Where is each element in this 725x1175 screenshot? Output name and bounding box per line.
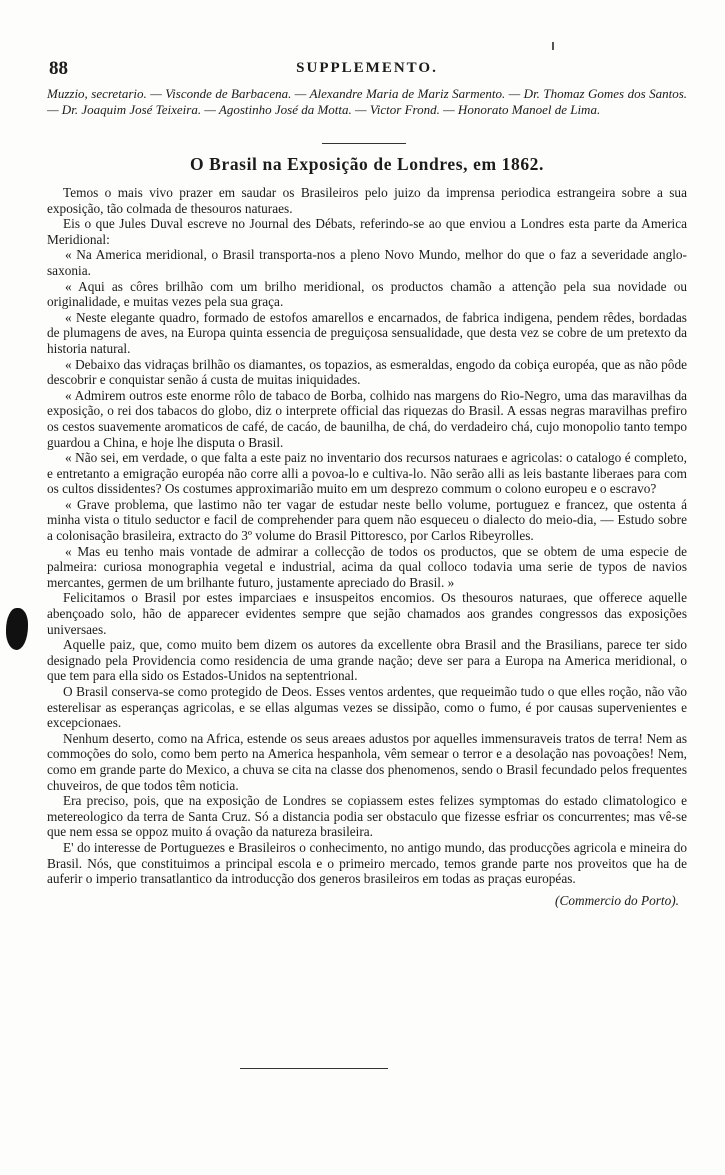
quote-paragraph: « Mas eu tenho mais vontade de admirar a collecção de todos os productos, que se obtem de uma especie de palmeira: curiosa monographia vegetal e industrial, acima da qual colloco todavia uma serie de typos de navios mercantes, germen de um brilhante futuro, justamente apreciado do Brasil. » (47, 543, 687, 590)
paragraph: Aquelle paiz, que, como muito bem dizem os autores da excellente obra Brasil and the Brasilians, parece ter sido designado pela Providencia como residencia de uma grande nação; deve ser para a Europa na America meridional, o que tem para ella sido os Estados-Unidos na septentrional. (47, 637, 687, 684)
quote-paragraph: « Admirem outros este enorme rôlo de tabaco de Borba, colhido nas margens do Rio-Negro, uma das maravilhas da exposição, o rei dos tabacos do globo, diz o interprete official das riquezas do Brasil. A essas negras maravilhas prefiro os cestos suavemente aromaticos de café, de cacáo, de baunilha, de chá, do verdadeiro chá, cujo monopolio tanto tempo guardou a China, e hoje lhe disputa o Brasil. (47, 387, 687, 450)
quote-paragraph: « Na America meridional, o Brasil transporta-nos a pleno Novo Mundo, melhor do que o faz a severidade anglo-saxonia. (47, 247, 687, 278)
quote-paragraph: « Neste elegante quadro, formado de estofos amarellos e encarnados, de fabrica indigena, pendem rêdes, bordadas de plumagens de aves, na Europa quinta essencia de preguiçosa sensualidade, que desta vez se cobre de um pretexto da historia natural. (47, 309, 687, 356)
quote-paragraph: « Grave problema, que lastimo não ter vagar de estudar neste bello volume, portuguez e francez, que ostenta á minha vista o titulo seductor e facil de comprehender para quem não esqueceu o dialecto do meio-dia, — Estudo sobre a colonisação brasileira, extracto do 3º volume do Brasil Pittoresco, por Carlos Ribeyrolles. (47, 496, 687, 544)
quote-paragraph: « Aqui as côres brilhão com um brilho meridional, os productos chamão a attenção pela sua novidade ou originalidade, e muitas vezes pela sua graça. (47, 278, 687, 310)
article-body (47, 185, 687, 908)
paragraph: Temos o mais vivo prazer em saudar os Brasileiros pelo juizo da imprensa periodica estrangeira sobre a sua exposição, tão colmada de thesouros naturaes. (47, 185, 687, 216)
page-number: 88 (49, 58, 68, 79)
quote-paragraph: « Debaixo das vidraças brilhão os diamantes, os topazios, as esmeraldas, engodo da cobiça européa, que as não pôde descobrir e conquistar senão á custa de muitas iniquidades. (47, 356, 687, 388)
ink-blot (6, 608, 28, 650)
section-divider (322, 143, 406, 144)
paragraph: Eis o que Jules Duval escreve no Journal des Débats, referindo-se ao que enviou a Londres esta parte da America Meridional: (47, 216, 687, 247)
article-title: O Brasil na Exposição de Londres, em 1862. (190, 154, 544, 174)
paragraph: E' do interesse de Portuguezes e Brasileiros o conhecimento, no antigo mundo, das producções agricola e mineira do Brasil. Nós, que constituimos a principal escola e o primeiro mercado, temos grande parte nos proveitos que ha de auferir o imperio transatlantico da introducção dos generos brasileiros em todas as praças européas. (47, 839, 687, 887)
quote-paragraph: « Não sei, em verdade, o que falta a este paiz no inventario dos recursos naturaes e agricolas: o catalogo é completo, e entretanto a emigração européa não corre alli a povoa-lo e cultiva-lo. Não serão alli as leis bastante liberaes para com os cultos dissidentes? Os costumes approximarião muito em um desprezo commum o colono europeu e o escravo? (47, 450, 687, 497)
paragraph: Nenhum deserto, como na Africa, estende os seus areaes adustos por aquelles immensuraveis tratos de terra! Nem as commoções do solo, como bem perto na America hespanhola, vêm semear o terror e a desolação nas povoações! Nem, como em grande parte do Mexico, a chuva se cita na classe dos phenomenos, sendo o Brasil fecundado pelos frequentes chuveiros, de que todos têm noticia. (47, 730, 687, 793)
running-title: SUPPLEMENTO. (296, 60, 438, 76)
end-divider (240, 1068, 388, 1069)
paragraph: Felicitamos o Brasil por estes imparciaes e insuspeitos encomios. Os thesouros naturaes, que offerece aquelle abençoado solo, hão de apparecer evidentes sempre que sejão chamados aos grandes congressos das exposições universaes. (47, 590, 687, 637)
paragraph: Era preciso, pois, que na exposição de Londres se copiassem estes felizes symptomas do estado climatologico e metereologico da terra de Santa Cruz. Só a distancia podia ser obstaculo que fizesse esfriar os concurrentes; mas vê-se que nem essa se oppoz muito á ovação da natureza brasileira. (47, 793, 687, 840)
paragraph: O Brasil conserva-se como protegido de Deos. Esses ventos ardentes, que requeimão tudo o que elles roção, não vão esterelisar as esperanças agricolas, e se ellas algumas vezes se dissipão, como o fumo, é por causas supervenientes e excepcionaes. (47, 684, 687, 731)
source-attribution: (Commercio do Porto). (555, 892, 679, 908)
names-list-text: Muzzio, secretario. — Visconde de Barbacena. — Alexandre Maria de Mariz Sarmento. — Dr. Thomaz Gomes dos Santos. — Dr. Joaquim José Teixeira. — Agostinho José da Motta. — Victor Frond. — Honorato Manoel de Lima. (47, 86, 687, 117)
page-header (47, 58, 687, 80)
page-mark (552, 42, 554, 50)
names-list (47, 86, 687, 118)
